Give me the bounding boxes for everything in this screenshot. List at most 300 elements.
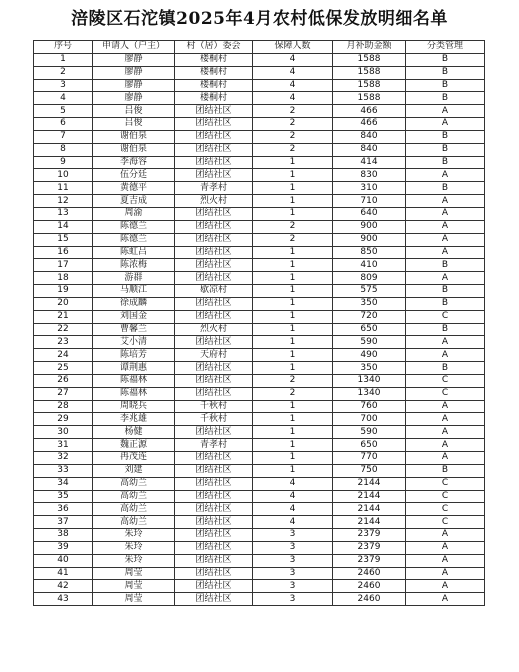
table-row bbox=[34, 464, 485, 477]
cell-applicant: 陈福林 bbox=[93, 374, 175, 387]
table-row bbox=[34, 169, 485, 182]
cell-people: 1 bbox=[253, 169, 333, 182]
table-row bbox=[34, 567, 485, 580]
table-row bbox=[34, 182, 485, 195]
table-row bbox=[34, 336, 485, 349]
cell-index: 19 bbox=[34, 285, 93, 298]
cell-amount: 840 bbox=[333, 130, 406, 143]
cell-village: 青孝村 bbox=[175, 182, 253, 195]
cell-applicant: 徐成麟 bbox=[93, 297, 175, 310]
cell-people: 1 bbox=[253, 272, 333, 285]
table-row bbox=[34, 323, 485, 336]
cell-applicant: 游群 bbox=[93, 272, 175, 285]
cell-people: 1 bbox=[253, 182, 333, 195]
cell-applicant: 陈德兰 bbox=[93, 220, 175, 233]
cell-people: 3 bbox=[253, 541, 333, 554]
cell-amount: 750 bbox=[333, 464, 406, 477]
cell-index: 33 bbox=[34, 464, 93, 477]
table-row bbox=[34, 156, 485, 169]
cell-people: 2 bbox=[253, 387, 333, 400]
cell-village: 团结社区 bbox=[175, 567, 253, 580]
table-row bbox=[34, 516, 485, 529]
cell-amount: 2379 bbox=[333, 529, 406, 542]
subsidy-table bbox=[33, 40, 485, 606]
cell-people: 1 bbox=[253, 362, 333, 375]
cell-category: B bbox=[406, 464, 485, 477]
cell-people: 3 bbox=[253, 554, 333, 567]
cell-index: 21 bbox=[34, 310, 93, 323]
cell-category: A bbox=[406, 580, 485, 593]
cell-index: 15 bbox=[34, 233, 93, 246]
cell-applicant: 吕俊 bbox=[93, 105, 175, 118]
cell-amount: 1340 bbox=[333, 387, 406, 400]
cell-applicant: 陈浓梅 bbox=[93, 259, 175, 272]
cell-index: 34 bbox=[34, 477, 93, 490]
cell-index: 23 bbox=[34, 336, 93, 349]
cell-index: 36 bbox=[34, 503, 93, 516]
cell-amount: 1588 bbox=[333, 66, 406, 79]
header-index: 序号 bbox=[34, 41, 93, 54]
cell-village: 团结社区 bbox=[175, 336, 253, 349]
table-row bbox=[34, 143, 485, 156]
table-row bbox=[34, 554, 485, 567]
cell-applicant: 廖静 bbox=[93, 66, 175, 79]
cell-amount: 830 bbox=[333, 169, 406, 182]
cell-applicant: 杨健 bbox=[93, 426, 175, 439]
cell-index: 12 bbox=[34, 195, 93, 208]
cell-amount: 2144 bbox=[333, 477, 406, 490]
cell-category: A bbox=[406, 233, 485, 246]
cell-category: C bbox=[406, 490, 485, 503]
cell-index: 38 bbox=[34, 529, 93, 542]
table-row bbox=[34, 593, 485, 606]
cell-amount: 2460 bbox=[333, 593, 406, 606]
cell-applicant: 谢伯泉 bbox=[93, 130, 175, 143]
cell-category: A bbox=[406, 413, 485, 426]
cell-people: 4 bbox=[253, 490, 333, 503]
cell-village: 团结社区 bbox=[175, 362, 253, 375]
cell-applicant: 魏正源 bbox=[93, 439, 175, 452]
cell-applicant: 陈德兰 bbox=[93, 233, 175, 246]
cell-applicant: 陈福林 bbox=[93, 387, 175, 400]
table-body bbox=[34, 53, 485, 605]
cell-village: 团结社区 bbox=[175, 220, 253, 233]
cell-category: A bbox=[406, 439, 485, 452]
table-row bbox=[34, 79, 485, 92]
header-amount: 月补助金额 bbox=[333, 41, 406, 54]
table-row bbox=[34, 387, 485, 400]
cell-category: C bbox=[406, 516, 485, 529]
cell-amount: 760 bbox=[333, 400, 406, 413]
table-row bbox=[34, 130, 485, 143]
cell-index: 28 bbox=[34, 400, 93, 413]
cell-index: 1 bbox=[34, 53, 93, 66]
cell-index: 3 bbox=[34, 79, 93, 92]
cell-village: 团结社区 bbox=[175, 529, 253, 542]
cell-amount: 840 bbox=[333, 143, 406, 156]
cell-village: 团结社区 bbox=[175, 374, 253, 387]
cell-index: 30 bbox=[34, 426, 93, 439]
cell-village: 团结社区 bbox=[175, 143, 253, 156]
table-row bbox=[34, 413, 485, 426]
table-row bbox=[34, 529, 485, 542]
table-row bbox=[34, 285, 485, 298]
cell-applicant: 高幼兰 bbox=[93, 516, 175, 529]
table-row bbox=[34, 541, 485, 554]
cell-people: 1 bbox=[253, 413, 333, 426]
table-row bbox=[34, 349, 485, 362]
cell-index: 37 bbox=[34, 516, 93, 529]
cell-amount: 2144 bbox=[333, 503, 406, 516]
cell-village: 团结社区 bbox=[175, 477, 253, 490]
cell-category: B bbox=[406, 323, 485, 336]
cell-index: 5 bbox=[34, 105, 93, 118]
cell-people: 1 bbox=[253, 426, 333, 439]
cell-applicant: 高幼兰 bbox=[93, 503, 175, 516]
cell-village: 团结社区 bbox=[175, 426, 253, 439]
cell-applicant: 周渝 bbox=[93, 207, 175, 220]
cell-category: A bbox=[406, 195, 485, 208]
cell-category: A bbox=[406, 593, 485, 606]
cell-people: 1 bbox=[253, 452, 333, 465]
cell-category: C bbox=[406, 310, 485, 323]
cell-index: 22 bbox=[34, 323, 93, 336]
cell-amount: 640 bbox=[333, 207, 406, 220]
cell-village: 天府村 bbox=[175, 349, 253, 362]
cell-index: 41 bbox=[34, 567, 93, 580]
cell-index: 27 bbox=[34, 387, 93, 400]
cell-village: 团结社区 bbox=[175, 130, 253, 143]
cell-village: 团结社区 bbox=[175, 452, 253, 465]
cell-people: 1 bbox=[253, 464, 333, 477]
cell-amount: 2460 bbox=[333, 580, 406, 593]
cell-applicant: 刘国金 bbox=[93, 310, 175, 323]
cell-category: B bbox=[406, 297, 485, 310]
cell-category: A bbox=[406, 336, 485, 349]
header-category: 分类管理 bbox=[406, 41, 485, 54]
table-row bbox=[34, 439, 485, 452]
cell-category: B bbox=[406, 182, 485, 195]
cell-people: 2 bbox=[253, 118, 333, 131]
table-row bbox=[34, 118, 485, 131]
cell-applicant: 吕俊 bbox=[93, 118, 175, 131]
cell-village: 团结社区 bbox=[175, 207, 253, 220]
cell-index: 10 bbox=[34, 169, 93, 182]
cell-village: 团结社区 bbox=[175, 503, 253, 516]
cell-category: A bbox=[406, 452, 485, 465]
cell-village: 团结社区 bbox=[175, 490, 253, 503]
cell-applicant: 谭荆惠 bbox=[93, 362, 175, 375]
cell-index: 39 bbox=[34, 541, 93, 554]
cell-village: 团结社区 bbox=[175, 297, 253, 310]
cell-amount: 1588 bbox=[333, 92, 406, 105]
cell-amount: 900 bbox=[333, 233, 406, 246]
cell-people: 1 bbox=[253, 207, 333, 220]
cell-village: 团结社区 bbox=[175, 310, 253, 323]
cell-village: 楼桐村 bbox=[175, 92, 253, 105]
cell-village: 楼桐村 bbox=[175, 53, 253, 66]
header-applicant: 申请人（户主） bbox=[93, 41, 175, 54]
cell-village: 团结社区 bbox=[175, 580, 253, 593]
cell-people: 2 bbox=[253, 220, 333, 233]
cell-people: 2 bbox=[253, 143, 333, 156]
cell-village: 千秋村 bbox=[175, 400, 253, 413]
cell-applicant: 夏吉成 bbox=[93, 195, 175, 208]
cell-index: 20 bbox=[34, 297, 93, 310]
cell-category: A bbox=[406, 118, 485, 131]
table-row bbox=[34, 490, 485, 503]
header-people: 保障人数 bbox=[253, 41, 333, 54]
table-row bbox=[34, 233, 485, 246]
cell-amount: 720 bbox=[333, 310, 406, 323]
cell-village: 团结社区 bbox=[175, 118, 253, 131]
cell-people: 2 bbox=[253, 233, 333, 246]
cell-category: A bbox=[406, 541, 485, 554]
cell-category: C bbox=[406, 477, 485, 490]
cell-amount: 770 bbox=[333, 452, 406, 465]
cell-amount: 650 bbox=[333, 323, 406, 336]
cell-village: 团结社区 bbox=[175, 387, 253, 400]
table-row bbox=[34, 207, 485, 220]
cell-people: 4 bbox=[253, 66, 333, 79]
cell-category: B bbox=[406, 130, 485, 143]
cell-category: A bbox=[406, 400, 485, 413]
cell-amount: 2144 bbox=[333, 490, 406, 503]
cell-index: 17 bbox=[34, 259, 93, 272]
cell-amount: 1588 bbox=[333, 79, 406, 92]
cell-applicant: 廖静 bbox=[93, 79, 175, 92]
cell-index: 16 bbox=[34, 246, 93, 259]
cell-people: 1 bbox=[253, 310, 333, 323]
cell-applicant: 刘建 bbox=[93, 464, 175, 477]
cell-people: 4 bbox=[253, 477, 333, 490]
cell-village: 楼桐村 bbox=[175, 66, 253, 79]
table-row bbox=[34, 220, 485, 233]
cell-category: B bbox=[406, 143, 485, 156]
table-row bbox=[34, 310, 485, 323]
cell-people: 1 bbox=[253, 297, 333, 310]
cell-category: B bbox=[406, 53, 485, 66]
cell-applicant: 黄德平 bbox=[93, 182, 175, 195]
cell-people: 1 bbox=[253, 285, 333, 298]
cell-amount: 1340 bbox=[333, 374, 406, 387]
table-row bbox=[34, 195, 485, 208]
cell-index: 6 bbox=[34, 118, 93, 131]
cell-index: 4 bbox=[34, 92, 93, 105]
cell-category: B bbox=[406, 79, 485, 92]
cell-category: A bbox=[406, 567, 485, 580]
table-row bbox=[34, 426, 485, 439]
cell-village: 团结社区 bbox=[175, 272, 253, 285]
table-row bbox=[34, 246, 485, 259]
cell-amount: 490 bbox=[333, 349, 406, 362]
cell-applicant: 周莹 bbox=[93, 580, 175, 593]
page-title: 涪陵区石沱镇2025年4月农村低保发放明细名单 bbox=[71, 9, 448, 29]
cell-village: 团结社区 bbox=[175, 169, 253, 182]
cell-amount: 710 bbox=[333, 195, 406, 208]
cell-people: 1 bbox=[253, 259, 333, 272]
cell-index: 18 bbox=[34, 272, 93, 285]
cell-amount: 350 bbox=[333, 297, 406, 310]
cell-amount: 350 bbox=[333, 362, 406, 375]
cell-category: A bbox=[406, 529, 485, 542]
cell-applicant: 周晓兵 bbox=[93, 400, 175, 413]
cell-people: 2 bbox=[253, 105, 333, 118]
cell-village: 团结社区 bbox=[175, 541, 253, 554]
cell-people: 1 bbox=[253, 195, 333, 208]
table-row bbox=[34, 105, 485, 118]
cell-category: B bbox=[406, 156, 485, 169]
cell-applicant: 艾小清 bbox=[93, 336, 175, 349]
cell-village: 团结社区 bbox=[175, 464, 253, 477]
cell-category: B bbox=[406, 362, 485, 375]
cell-village: 千秋村 bbox=[175, 413, 253, 426]
cell-amount: 466 bbox=[333, 118, 406, 131]
cell-index: 31 bbox=[34, 439, 93, 452]
cell-village: 烈火村 bbox=[175, 323, 253, 336]
cell-people: 4 bbox=[253, 516, 333, 529]
table-row bbox=[34, 452, 485, 465]
cell-people: 2 bbox=[253, 130, 333, 143]
cell-amount: 310 bbox=[333, 182, 406, 195]
cell-applicant: 周莹 bbox=[93, 567, 175, 580]
cell-amount: 1588 bbox=[333, 53, 406, 66]
cell-village: 团结社区 bbox=[175, 233, 253, 246]
cell-people: 2 bbox=[253, 374, 333, 387]
cell-people: 1 bbox=[253, 400, 333, 413]
cell-applicant: 冉茂连 bbox=[93, 452, 175, 465]
cell-applicant: 曹馨兰 bbox=[93, 323, 175, 336]
cell-applicant: 朱玲 bbox=[93, 529, 175, 542]
table-row bbox=[34, 92, 485, 105]
cell-applicant: 廖静 bbox=[93, 92, 175, 105]
cell-index: 9 bbox=[34, 156, 93, 169]
cell-village: 团结社区 bbox=[175, 105, 253, 118]
cell-village: 歇凉村 bbox=[175, 285, 253, 298]
cell-amount: 590 bbox=[333, 426, 406, 439]
cell-amount: 2379 bbox=[333, 541, 406, 554]
cell-category: A bbox=[406, 349, 485, 362]
cell-applicant: 高幼兰 bbox=[93, 490, 175, 503]
cell-category: C bbox=[406, 374, 485, 387]
cell-index: 2 bbox=[34, 66, 93, 79]
cell-applicant: 谢伯泉 bbox=[93, 143, 175, 156]
table-row bbox=[34, 477, 485, 490]
cell-people: 3 bbox=[253, 593, 333, 606]
cell-index: 35 bbox=[34, 490, 93, 503]
cell-index: 11 bbox=[34, 182, 93, 195]
cell-applicant: 朱玲 bbox=[93, 554, 175, 567]
cell-amount: 590 bbox=[333, 336, 406, 349]
cell-applicant: 李海容 bbox=[93, 156, 175, 169]
cell-category: A bbox=[406, 246, 485, 259]
cell-village: 烈火村 bbox=[175, 195, 253, 208]
cell-amount: 850 bbox=[333, 246, 406, 259]
table-row bbox=[34, 272, 485, 285]
cell-amount: 466 bbox=[333, 105, 406, 118]
cell-village: 团结社区 bbox=[175, 516, 253, 529]
cell-people: 1 bbox=[253, 156, 333, 169]
cell-amount: 575 bbox=[333, 285, 406, 298]
table-row bbox=[34, 580, 485, 593]
cell-people: 1 bbox=[253, 246, 333, 259]
cell-amount: 650 bbox=[333, 439, 406, 452]
table-row bbox=[34, 400, 485, 413]
cell-index: 42 bbox=[34, 580, 93, 593]
cell-people: 1 bbox=[253, 439, 333, 452]
cell-village: 团结社区 bbox=[175, 593, 253, 606]
cell-index: 29 bbox=[34, 413, 93, 426]
cell-index: 40 bbox=[34, 554, 93, 567]
cell-index: 24 bbox=[34, 349, 93, 362]
cell-index: 7 bbox=[34, 130, 93, 143]
cell-category: B bbox=[406, 66, 485, 79]
table-header-row bbox=[34, 41, 485, 54]
cell-amount: 414 bbox=[333, 156, 406, 169]
cell-index: 13 bbox=[34, 207, 93, 220]
cell-village: 团结社区 bbox=[175, 554, 253, 567]
cell-category: A bbox=[406, 207, 485, 220]
cell-people: 4 bbox=[253, 92, 333, 105]
cell-people: 1 bbox=[253, 336, 333, 349]
table-row bbox=[34, 503, 485, 516]
cell-applicant: 廖静 bbox=[93, 53, 175, 66]
cell-index: 26 bbox=[34, 374, 93, 387]
cell-people: 1 bbox=[253, 349, 333, 362]
cell-amount: 2144 bbox=[333, 516, 406, 529]
cell-people: 4 bbox=[253, 79, 333, 92]
table-row bbox=[34, 66, 485, 79]
cell-people: 3 bbox=[253, 567, 333, 580]
cell-category: A bbox=[406, 554, 485, 567]
cell-category: B bbox=[406, 92, 485, 105]
cell-people: 4 bbox=[253, 53, 333, 66]
cell-category: B bbox=[406, 259, 485, 272]
cell-category: A bbox=[406, 426, 485, 439]
cell-village: 青孝村 bbox=[175, 439, 253, 452]
table-row bbox=[34, 53, 485, 66]
cell-village: 楼桐村 bbox=[175, 79, 253, 92]
cell-index: 32 bbox=[34, 452, 93, 465]
cell-index: 8 bbox=[34, 143, 93, 156]
table-row bbox=[34, 374, 485, 387]
cell-amount: 809 bbox=[333, 272, 406, 285]
cell-people: 3 bbox=[253, 529, 333, 542]
cell-people: 1 bbox=[253, 323, 333, 336]
cell-applicant: 陈培芳 bbox=[93, 349, 175, 362]
table-row bbox=[34, 259, 485, 272]
cell-category: A bbox=[406, 220, 485, 233]
cell-village: 团结社区 bbox=[175, 156, 253, 169]
cell-category: C bbox=[406, 503, 485, 516]
cell-index: 25 bbox=[34, 362, 93, 375]
cell-applicant: 马顺江 bbox=[93, 285, 175, 298]
cell-amount: 2379 bbox=[333, 554, 406, 567]
cell-category: A bbox=[406, 272, 485, 285]
cell-village: 团结社区 bbox=[175, 259, 253, 272]
cell-applicant: 高幼兰 bbox=[93, 477, 175, 490]
cell-village: 团结社区 bbox=[175, 246, 253, 259]
cell-applicant: 周莹 bbox=[93, 593, 175, 606]
cell-amount: 410 bbox=[333, 259, 406, 272]
cell-category: B bbox=[406, 285, 485, 298]
cell-category: C bbox=[406, 387, 485, 400]
cell-people: 3 bbox=[253, 580, 333, 593]
cell-category: A bbox=[406, 169, 485, 182]
cell-amount: 900 bbox=[333, 220, 406, 233]
cell-applicant: 陈虹吕 bbox=[93, 246, 175, 259]
table-row bbox=[34, 297, 485, 310]
